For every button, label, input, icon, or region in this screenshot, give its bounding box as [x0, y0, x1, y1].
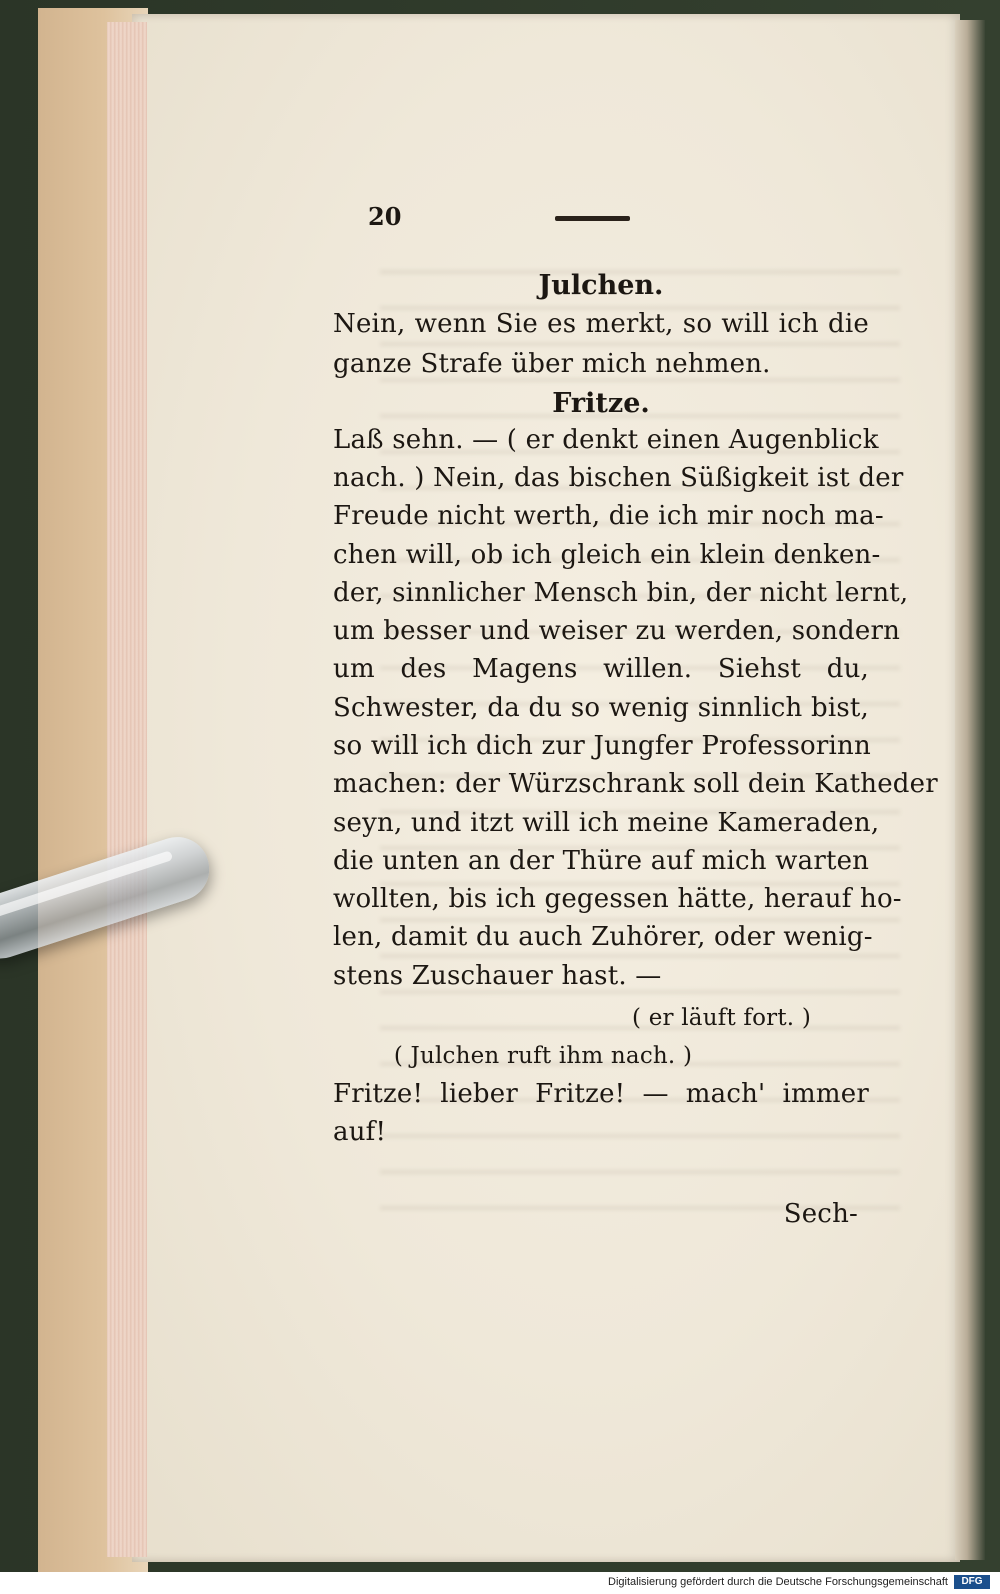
- footer-credit: Digitalisierung gefördert durch die Deutsche Forschungsgemeinschaft: [608, 1576, 948, 1588]
- speaker-fritze: Fritze.: [552, 388, 650, 419]
- text-line: die unten an der Thüre auf mich warten: [333, 846, 870, 876]
- text-line: auf!: [333, 1117, 387, 1147]
- text-line: Schwester, da du so wenig sinnlich bist,: [333, 693, 869, 723]
- text-line: um besser und weiser zu werden, sondern: [333, 616, 901, 646]
- book-right-edge: [955, 20, 985, 1560]
- stage-direction: ( er läuft fort. ): [632, 1005, 811, 1031]
- header-rule: [555, 216, 630, 221]
- text-line: wollten, bis ich gegessen hätte, herauf ho-: [333, 884, 902, 914]
- text-line: len, damit du auch Zuhörer, oder wenig-: [333, 922, 873, 952]
- text-line: seyn, und itzt will ich meine Kameraden,: [333, 808, 880, 838]
- dfg-logo: DFG: [954, 1575, 990, 1589]
- text-line: chen will, ob ich gleich ein klein denken-: [333, 540, 881, 570]
- text-line: Nein, wenn Sie es merkt, so will ich die: [333, 309, 869, 339]
- page-number: 20: [368, 202, 402, 231]
- text-line: Laß sehn. — ( er denkt einen Augenblick: [333, 425, 879, 455]
- page-edge-stack: [107, 22, 147, 1557]
- catchword: Sech-: [783, 1199, 858, 1229]
- text-line: stens Zuschauer hast. —: [333, 961, 662, 991]
- text-line: ganze Strafe über mich nehmen.: [333, 349, 771, 379]
- text-line: der, sinnlicher Mensch bin, der nicht lernt,: [333, 578, 909, 608]
- text-line: nach. ) Nein, das bischen Süßigkeit ist der: [333, 463, 904, 493]
- text-line: Fritze! lieber Fritze! — mach' immer: [333, 1079, 869, 1109]
- text-line: Freude nicht werth, die ich mir noch ma-: [333, 501, 884, 531]
- text-line: machen: der Würzschrank soll dein Katheder: [333, 769, 938, 799]
- speaker-julchen: Julchen.: [538, 270, 664, 301]
- stage-direction: ( Julchen ruft ihm nach. ): [393, 1043, 693, 1069]
- text-line: so will ich dich zur Jungfer Professorinn: [333, 731, 871, 761]
- text-line: um des Magens willen. Siehst du,: [333, 654, 869, 684]
